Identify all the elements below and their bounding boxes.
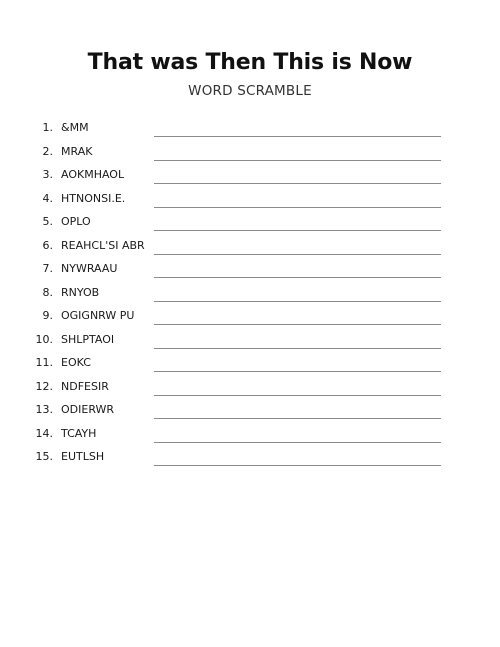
list-item — [0, 212, 500, 236]
scrambled-word: ODIERWR — [61, 403, 115, 416]
item-number: 5. — [42, 215, 53, 228]
item-number: 13. — [35, 403, 53, 416]
list-item — [0, 353, 500, 377]
answer-line — [154, 418, 441, 419]
scrambled-word: EUTLSH — [61, 450, 105, 463]
list-item — [0, 236, 500, 260]
page-subtitle: WORD SCRAMBLE — [188, 83, 312, 99]
item-number: 15. — [35, 450, 53, 463]
page-title: That was Then This is Now — [87, 50, 413, 75]
answer-line — [154, 136, 441, 137]
scrambled-word: EOKC — [61, 356, 91, 369]
answer-line — [154, 183, 441, 184]
item-number: 7. — [42, 262, 53, 275]
list-item — [0, 142, 500, 166]
answer-line — [154, 160, 441, 161]
item-number: 1. — [42, 121, 53, 134]
scrambled-word: AOKMHAOL — [61, 168, 125, 181]
answer-line — [154, 301, 441, 302]
list-item — [0, 259, 500, 283]
scrambled-word: MRAK — [61, 144, 93, 158]
item-number: 4. — [42, 191, 53, 205]
answer-line — [154, 324, 441, 325]
item-number: 3. — [42, 168, 53, 181]
list-item — [0, 400, 500, 424]
scrambled-word: REAHCL'SI ABR — [61, 238, 145, 252]
answer-line — [154, 371, 441, 372]
answer-line — [154, 395, 441, 396]
list-item — [0, 330, 500, 354]
answer-line — [154, 442, 441, 443]
scrambled-word: &MM — [61, 121, 89, 134]
item-number: 11. — [35, 356, 53, 369]
item-number: 8. — [42, 285, 53, 299]
list-item — [0, 118, 500, 142]
scrambled-word: TCAYH — [61, 426, 97, 440]
answer-line — [154, 207, 441, 208]
answer-line — [154, 465, 441, 466]
scrambled-word: HTNONSI.E. — [61, 191, 126, 205]
list-item — [0, 377, 500, 401]
scrambled-word: OPLO — [61, 215, 91, 228]
item-number: 9. — [42, 309, 53, 322]
list-item — [0, 165, 500, 189]
scrambled-word: SHLPTAOI — [61, 332, 115, 346]
item-number: 10. — [35, 332, 53, 346]
word-scramble-list — [0, 118, 500, 471]
list-item — [0, 306, 500, 330]
item-number: 6. — [42, 238, 53, 252]
scrambled-word: NYWRAAU — [61, 262, 118, 275]
answer-line — [154, 277, 441, 278]
list-item — [0, 283, 500, 307]
list-item — [0, 424, 500, 448]
item-number: 14. — [35, 426, 53, 440]
answer-line — [154, 348, 441, 349]
item-number: 12. — [35, 379, 53, 393]
item-number: 2. — [42, 144, 53, 158]
scrambled-word: OGIGNRW PU — [61, 309, 135, 322]
list-item — [0, 447, 500, 471]
list-item — [0, 189, 500, 213]
answer-line — [154, 254, 441, 255]
scrambled-word: NDFESIR — [61, 379, 109, 393]
scrambled-word: RNYOB — [61, 285, 100, 299]
answer-line — [154, 230, 441, 231]
